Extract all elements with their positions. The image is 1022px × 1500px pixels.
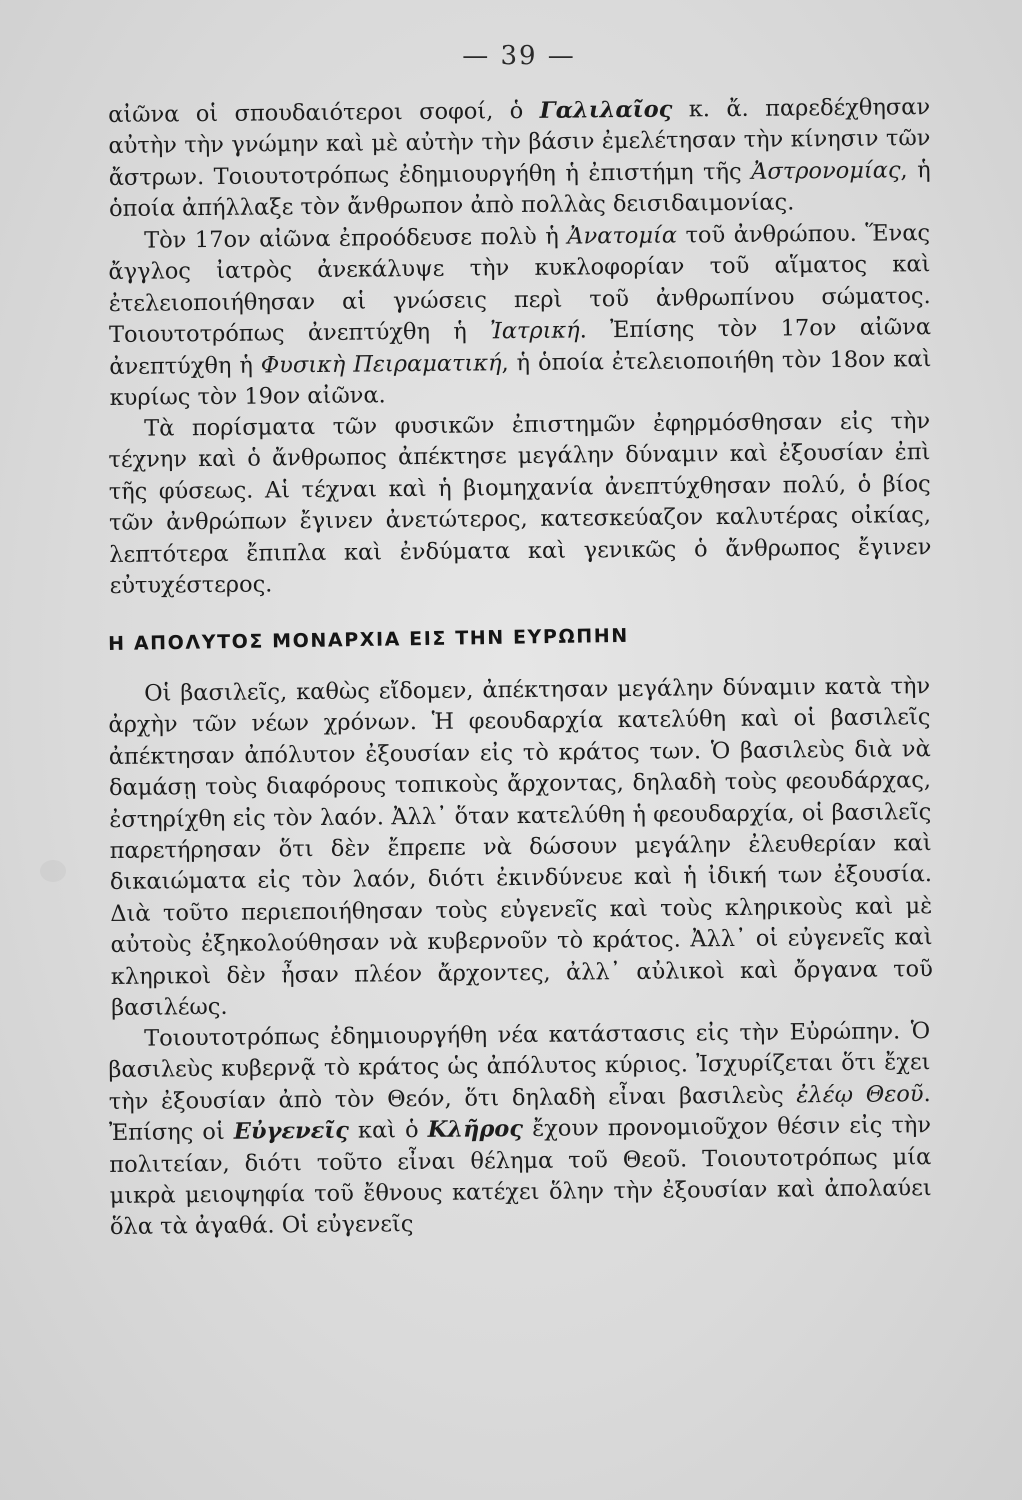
text-run: . Ἐπίσης τὸν 17ον αἰῶνα ἀνεπτύχθη ἡ (109, 313, 932, 380)
text-run: Τοιουτοτρόπως ἐδημιουργήθη νέα κατάστασις εἰς τὴν Εὐρώπην. Ὁ βασιλεὺς κυβερνᾷ τὸ κράτος ὡς ἀπόλυτος κύριος. Ἰσχυρίζεται ὅτι ἔχει τὴν ἐξουσίαν ἀπὸ τὸν Θεόν, ὅτι δηλαδὴ εἶναι βασιλεὺς (108, 1018, 931, 1115)
paper-stain (40, 860, 66, 882)
emphasis-medicine: Ἰατρική (489, 317, 580, 345)
emphasis-clergy: Κλῆρος (427, 1116, 524, 1144)
section-heading: Η ΑΠΟΛΥΤΟΣ ΜΟΝΑΡΧΙΑ ΕΙΣ ΤΗΝ ΕΥΡΩΠΗΝ (108, 624, 629, 655)
paragraph-anatomy (108, 218, 932, 414)
text-run: , ἡ ὁποία ἐτελειοποιήθη τὸν 18ον καὶ κυρίως τὸν 19ον αἰῶνα. (109, 345, 932, 411)
text-run: . Ἐπίσης οἱ (108, 1080, 931, 1147)
text-run: ἔχουν προνομιοῦχον θέσιν εἰς τὴν πολιτείαν, διότι τοῦτο εἶναι θέλημα τοῦ Θεοῦ. Τοιουτοτρόπως μία μικρὰ μειοψηφία τοῦ ἔθνους κατέχει ὅλην τὴν ἐξουσίαν καὶ ἀπολαύει ὅλα τὰ ἀγαθά. Οἱ εὐγενεῖς (109, 1112, 932, 1241)
emphasis-anatomy: Ἀνατομία (567, 222, 678, 250)
text-run: κ. ἄ. παρεδέχθησαν αὐτὴν τὴν γνώμην καὶ μὲ αὐτὴν τὴν βάσιν ἐμελέτησαν τὴν κίνησιν τῶν ἄστρων. Τοιουτοτρόπως ἐδημιουργήθη ἡ ἐπιστήμη τῆς (108, 94, 931, 191)
emphasis-grace-of-god: ἐλέῳ Θεοῦ (796, 1080, 924, 1109)
text-run: τοῦ ἀνθρώπου. Ἕνας ἄγγλος ἰατρὸς ἀνεκάλυψε τὴν κυκλοφορίαν τοῦ αἵματος καὶ ἐτελειοποιήθησαν αἱ γνώσεις περὶ τοῦ ἀνθρωπίνου σώματος. Τοιουτοτρόπως ἀνεπτύχθη ἡ (108, 219, 931, 348)
paragraph-sciences: Τὰ πορίσματα τῶν φυσικῶν ἐπιστημῶν ἐφηρμόσθησαν εἰς τὴν τέχνην καὶ ὁ ἄνθρωπος ἀπέκτησε μεγάλην δύναμιν καὶ ἐξουσίαν ἐπὶ τῆς φύσεως. Αἱ τέχναι καὶ ἡ βιομηχανία ἀνεπτύχθησαν πολύ, ὁ βίος τῶν ἀνθρώπων ἔγινεν ἀνετώτερος, κατεσκεύαζον καλυτέρας οἰκίας, λεπτότερα ἔπιπλα καὶ ἐνδύματα καὶ γενικῶς ὁ ἄνθρωπος ἔγινεν εὐτυχέστερος. (108, 408, 932, 600)
emphasis-physics: Φυσικὴ Πειραματική (260, 349, 502, 378)
paragraph-monarchs: Οἱ βασιλεῖς, καθὼς εἴδομεν, ἀπέκτησαν μεγάλην δύναμιν κατὰ τὴν ἀρχὴν τῶν νέων χρόνων. Ἡ φεουδαρχία κατελύθη καὶ οἱ βασιλεῖς ἀπέκτησαν ἀπόλυτον ἐξουσίαν εἰς τὸ κράτος των. Ὁ βασιλεὺς διὰ νὰ δαμάσῃ τοὺς διαφόρους τοπικοὺς ἄρχοντας, δηλαδὴ τοὺς φεουδάρχας, ἐστηρίχθη εἰς τὸν λαόν. Ἀλλ᾿ ὅταν κατελύθη ἡ φεουδαρχία, οἱ βασιλεῖς παρετήρησαν ὅτι δὲν ἔπρεπε νὰ δώσουν μεγάλην ἐλευθερίαν καὶ δικαιώματα εἰς τὸν λαόν, διότι ἐκινδύνευε καὶ ἡ ἰδική των ἐξουσία. Διὰ τοῦτο περιεποιήθησαν τοὺς εὐγενεῖς καὶ τοὺς κληρικοὺς καὶ μὲ αὐτοὺς ἐξηκολούθησαν νὰ κυβερνοῦν τὸ κράτος. Ἀλλ᾿ οἱ εὐγενεῖς καὶ κληρικοὶ δὲν ἦσαν πλέον ἄρχοντες, ἀλλ᾿ αὐλικοὶ καὶ ὄργανα τοῦ βασιλέως. (108, 672, 933, 1021)
emphasis-nobles: Εὐγενεῖς (233, 1117, 350, 1145)
text-run: καὶ ὁ (348, 1117, 428, 1144)
paragraph-astronomy (108, 92, 931, 226)
text-run: αἰῶνα οἱ σπουδαιότεροι σοφοί, ὁ (108, 97, 540, 128)
emphasis-astronomy: Ἀστρονομίας (751, 157, 901, 185)
paragraph-absolutism (108, 1016, 932, 1244)
text-run: Τὸν 17ον αἰῶνα ἐπροόδευσε πολὺ ἡ (144, 223, 568, 254)
emphasis-galileo: Γαλιλαῖος (539, 96, 673, 124)
text-run: , ἡ ὁποία ἀπήλλαξε τὸν ἄνθρωπον ἀπὸ πολλὰς δεισιδαιμονίας. (108, 156, 931, 223)
page-number: — 39 — (462, 41, 576, 71)
